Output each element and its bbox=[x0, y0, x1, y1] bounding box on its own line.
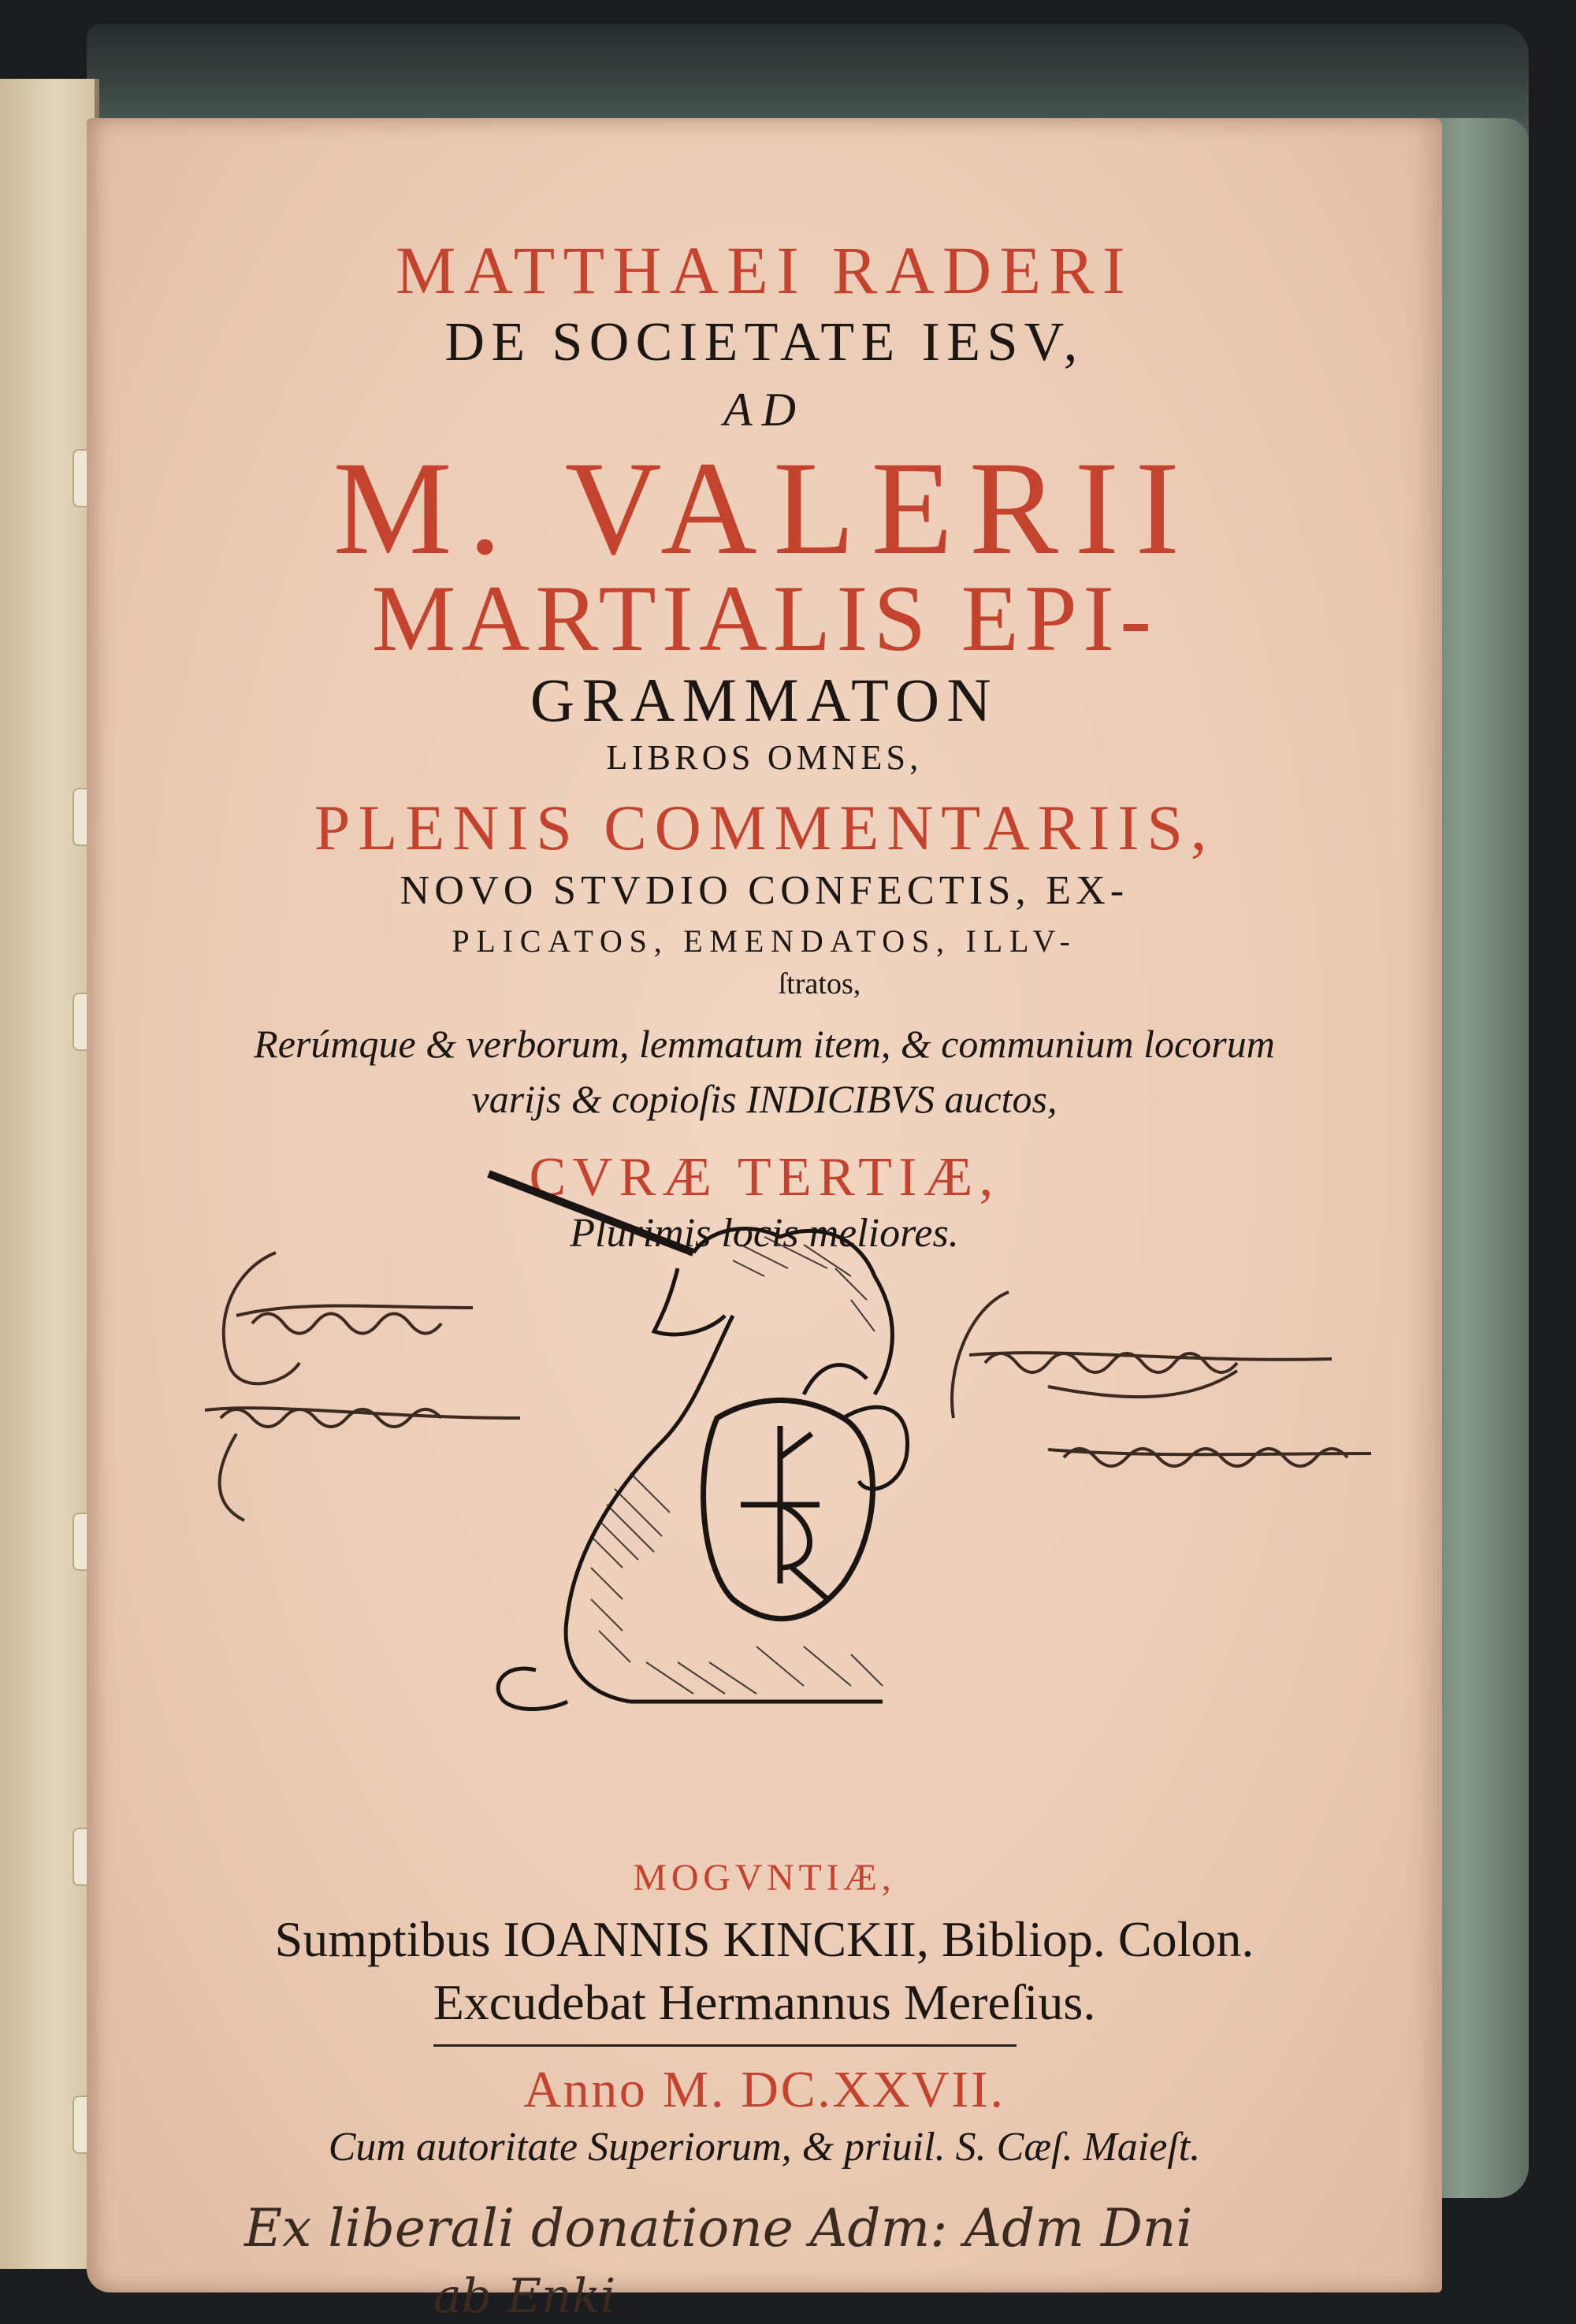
horizontal-rule bbox=[433, 2044, 1017, 2047]
book-cover-left bbox=[0, 79, 99, 2269]
manuscript-donation-note-line-2: ab Enki bbox=[433, 2269, 616, 2324]
title-page bbox=[87, 118, 1442, 2324]
ad-line: AD bbox=[723, 384, 805, 436]
author-line: MATTHAEI RADERI bbox=[396, 232, 1133, 308]
rerum-line: Rerúmque & verborum, lemmatum item, & communium locorum bbox=[254, 1022, 1275, 1066]
plicatos-line: PLICATOS, EMENDATOS, ILLV- bbox=[452, 923, 1077, 959]
unicorn-holding-shield-icon bbox=[473, 1158, 1040, 1757]
variis-line: varijs & copioſis INDICIBVS auctos, bbox=[471, 1077, 1057, 1121]
society-line: DE SOCIETATE IESV, bbox=[444, 312, 1084, 373]
subject-line-3: GRAMMATON bbox=[530, 666, 999, 734]
plenis-line: PLENIS COMMENTARIIS, bbox=[314, 792, 1215, 863]
place-line: MOGVNTIÆ, bbox=[633, 1857, 896, 1899]
excudebat-line: Excudebat Hermannus Mereſius. bbox=[433, 1974, 1096, 2030]
subject-line-2: MARTIALIS EPI- bbox=[371, 566, 1158, 670]
curae-line: CVRÆ TERTIÆ, bbox=[529, 1147, 1000, 1208]
libros-line: LIBROS OMNES, bbox=[606, 738, 923, 777]
anno-line: Anno M. DC.XXVII. bbox=[523, 2061, 1005, 2118]
novo-line: NOVO STVDIO CONFECTIS, EX- bbox=[400, 868, 1129, 913]
subject-line-1: M. VALERII bbox=[333, 434, 1196, 582]
manuscript-donation-note-line-1: Ex liberali donatione Adm: Adm Dni bbox=[244, 2198, 1193, 2259]
plurimis-line: Plurimis locis meliores. bbox=[570, 1211, 959, 1256]
stratos-line: ſtratos, bbox=[778, 967, 861, 1001]
sumptibus-line: Sumptibus IOANNIS KINCKII, Bibliop. Colon. bbox=[274, 1911, 1254, 1967]
cum-autoritate-line: Cum autoritate Superiorum, & priuil. S. Cæſ. Maieſt. bbox=[328, 2125, 1201, 2170]
